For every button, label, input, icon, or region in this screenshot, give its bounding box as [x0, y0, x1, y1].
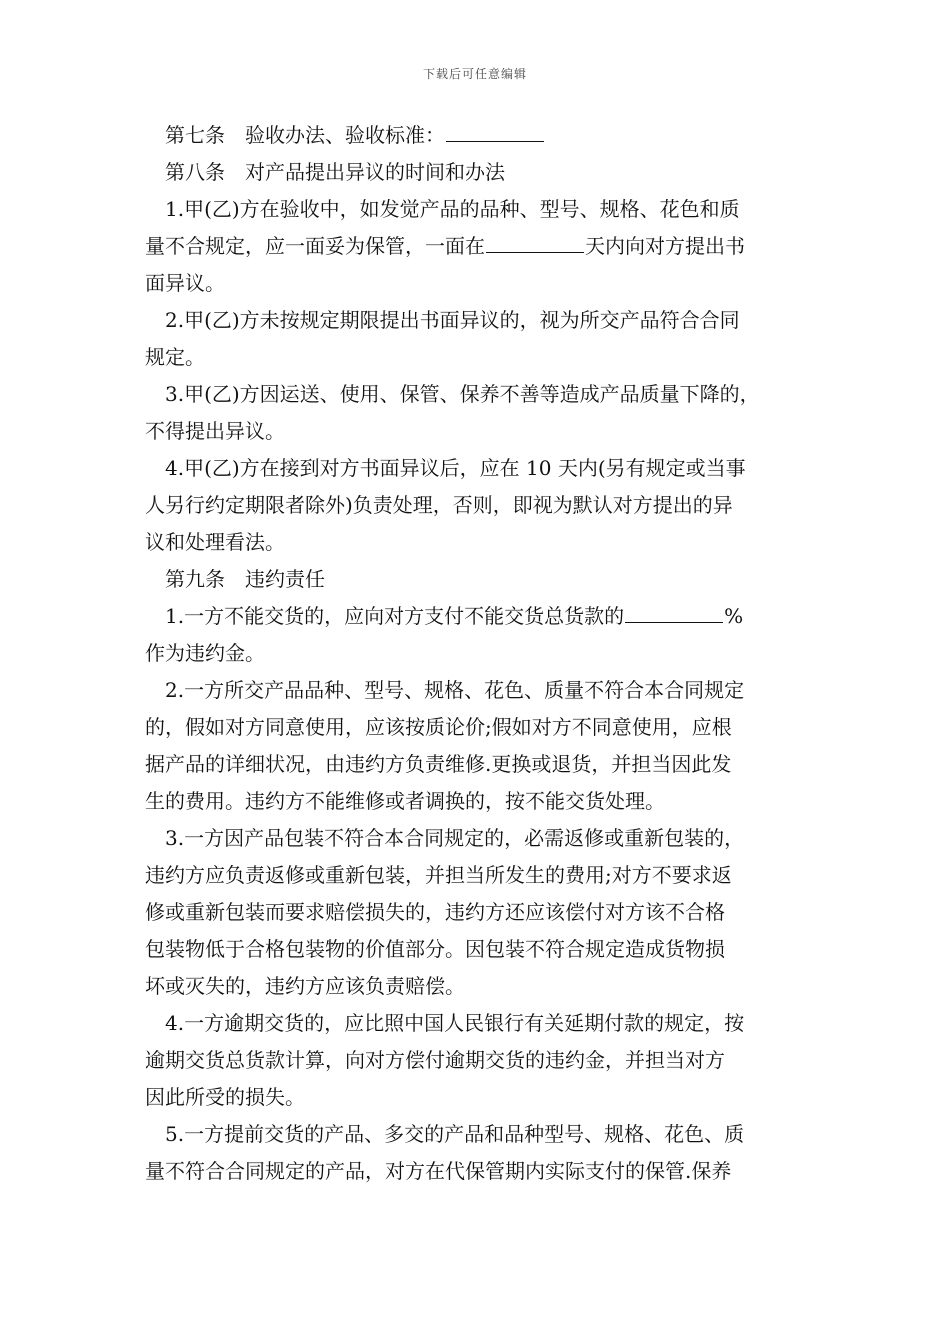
document-body: [145, 117, 815, 1190]
clause-9-3-line-4: 包装物低于合格包装物的价值部分。因包装不符合规定造成货物损: [145, 937, 725, 961]
clause-8-1-line-1: 1.甲(乙)方在验收中，如发觉产品的品种、型号、规格、花色和质: [165, 197, 740, 221]
clause-9-3-line-5: 坏或灭失的，违约方应该负责赔偿。: [145, 974, 465, 998]
clause-9-2-line-4: 生的费用。违约方不能维修或者调换的，按不能交货处理。: [145, 789, 665, 813]
clause-8-1-text-a: 量不合规定，应一面妥为保管，一面在: [145, 234, 485, 258]
clause-9-1-line-2: 作为违约金。: [145, 641, 265, 665]
clause-8-2-line-1: 2.甲(乙)方未按规定期限提出书面异议的，视为所交产品符合合同: [165, 308, 740, 332]
clause-8-3-line-1: 3.甲(乙)方因运送、使用、保管、保养不善等造成产品质量下降的，: [165, 382, 760, 406]
clause-8-1-text-b: 天内向对方提出书: [585, 234, 745, 258]
clause-9-4-line-2: 逾期交货总货款计算，向对方偿付逾期交货的违约金，并担当对方: [145, 1048, 725, 1072]
clause-9-1-text: 1.一方不能交货的，应向对方支付不能交货总货款的: [165, 604, 625, 628]
penalty-percent-blank: [625, 600, 723, 623]
clause-8-2-line-2: 规定。: [145, 345, 205, 369]
percent-sign: %: [724, 604, 744, 628]
article-8-heading: 第八条 对产品提出异议的时间和办法: [165, 160, 505, 184]
clause-8-1-line-3: 面异议。: [145, 271, 225, 295]
clause-9-2-line-2: 的，假如对方同意使用，应该按质论价;假如对方不同意使用，应根: [145, 715, 732, 739]
clause-9-4-line-1: 4.一方逾期交货的，应比照中国人民银行有关延期付款的规定，按: [165, 1011, 745, 1035]
acceptance-standard-blank: [446, 119, 544, 142]
article-9-heading: 第九条 违约责任: [165, 567, 325, 591]
clause-8-4-line-1: 4.甲(乙)方在接到对方书面异议后，应在 10 天内(另有规定或当事: [165, 456, 746, 480]
clause-9-2-line-1: 2.一方所交产品品种、型号、规格、花色、质量不符合本合同规定: [165, 678, 745, 702]
clause-8-3-line-2: 不得提出异议。: [145, 419, 285, 443]
article-7-text: 第七条 验收办法、验收标准：: [165, 123, 445, 147]
clause-8-1-line-2: [145, 228, 815, 265]
clause-9-3-line-3: 修或重新包装而要求赔偿损失的，违约方还应该偿付对方该不合格: [145, 900, 725, 924]
clause-9-5-line-2: 量不符合合同规定的产品，对方在代保管期内实际支付的保管.保养: [145, 1159, 732, 1183]
clause-8-4-line-3: 议和处理看法。: [145, 530, 285, 554]
article-7-line: [145, 117, 815, 154]
clause-9-5-line-1: 5.一方提前交货的产品、多交的产品和品种型号、规格、花色、质: [165, 1122, 745, 1146]
objection-days-blank: [486, 230, 584, 253]
header-note: 下载后可任意编辑: [422, 67, 527, 81]
clause-8-4-line-2: 人另行约定期限者除外)负责处理，否则，即视为默认对方提出的异: [145, 493, 733, 517]
clause-9-4-line-3: 因此所受的损失。: [145, 1085, 305, 1109]
clause-9-3-line-2: 违约方应负责返修或重新包装，并担当所发生的费用;对方不要求返: [145, 863, 732, 887]
clause-9-1-line-1: [145, 598, 815, 635]
clause-9-2-line-3: 据产品的详细状况，由违约方负责维修.更换或退货，并担当因此发: [145, 752, 732, 776]
clause-9-3-line-1: 3.一方因产品包装不符合本合同规定的，必需返修或重新包装的，: [165, 826, 745, 850]
